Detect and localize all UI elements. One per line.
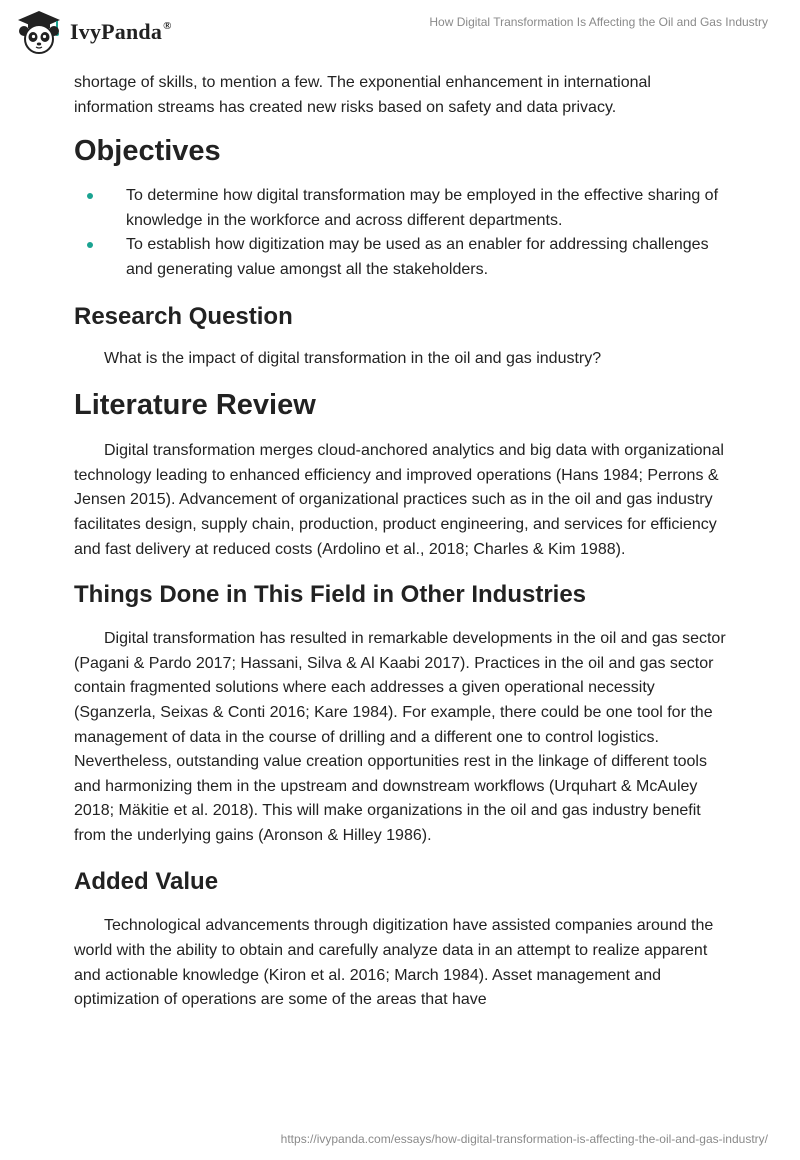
ivypanda-logo[interactable] xyxy=(14,10,172,54)
literature-review-heading: Literature Review xyxy=(74,389,316,422)
source-url[interactable]: https://ivypanda.com/essays/how-digital-transformation-is-affecting-the-oil-and-gas-industry/ xyxy=(280,1132,768,1146)
research-question-text: What is the impact of digital transformation in the oil and gas industry? xyxy=(104,349,602,367)
page-header xyxy=(0,0,800,64)
objectives-list xyxy=(74,184,734,282)
objectives-heading: Objectives xyxy=(74,135,221,168)
list-item: To determine how digital transformation may be employed in the effective sharing of knowledge in the workforce and across different departments. xyxy=(74,184,734,233)
intro-paragraph: shortage of skills, to mention a few. The exponential enhancement in international information streams has created new risks based on safety and data privacy. xyxy=(74,74,651,116)
list-item: To establish how digitization may be used as an enabler for addressing challenges and generating value amongst all the stakeholders. xyxy=(74,233,734,282)
other-industries-paragraph: Digital transformation has resulted in remarkable developments in the oil and gas sector (Pagani & Pardo 2017; Hassani, Silva & Al Kaabi 2017). Practices in the oil and gas sector contain fragmented solutions where each addresses a given operational necessity (Sganzerla, Seixas & Conti 2016; Kare 1984). For example, there could be one tool for the management of data in the course of drilling and a different one to control logistics. Nevertheless, outstanding value creation opportunities rest in the linkage of different tools and harmonizing them in the upstream and downstream workflows (Urquhart & McAuley 2018; Mäkitie et al. 2018). This will make organizations in the oil and gas industry benefit from the underlying gains (Aronson & Hilley 1986). xyxy=(74,630,726,844)
bullet-icon xyxy=(87,242,93,248)
document-title: How Digital Transformation Is Affecting the Oil and Gas Industry xyxy=(429,15,768,29)
other-industries-heading: Things Done in This Field in Other Industries xyxy=(74,581,587,609)
literature-review-paragraph: Digital transformation merges cloud-anchored analytics and big data with organizational technology leading to enhanced efficiency and improved operations (Hans 1984; Perrons & Jensen 2015). Advancement of organizational practices such as in the oil and gas industry facilitates design, supply chain, production, product engineering, and services for efficiency and fast delivery at reduced costs (Ardolino et al., 2018; Charles & Kim 1988). xyxy=(74,442,724,558)
logo-wordmark: IvyPanda® xyxy=(70,19,172,44)
panda-graduate-icon xyxy=(14,9,64,55)
added-value-paragraph: Technological advancements through digitization have assisted companies around the world with the ability to obtain and carefully analyze data in an attempt to realize apparent and actionable knowledge (Kiron et al. 2016; March 1984). Asset management and optimization of operations are some of the areas that have xyxy=(74,917,714,1009)
added-value-heading: Added Value xyxy=(74,868,219,896)
bullet-icon xyxy=(87,193,93,199)
research-question-heading: Research Question xyxy=(74,302,293,330)
essay-content xyxy=(74,71,734,1013)
